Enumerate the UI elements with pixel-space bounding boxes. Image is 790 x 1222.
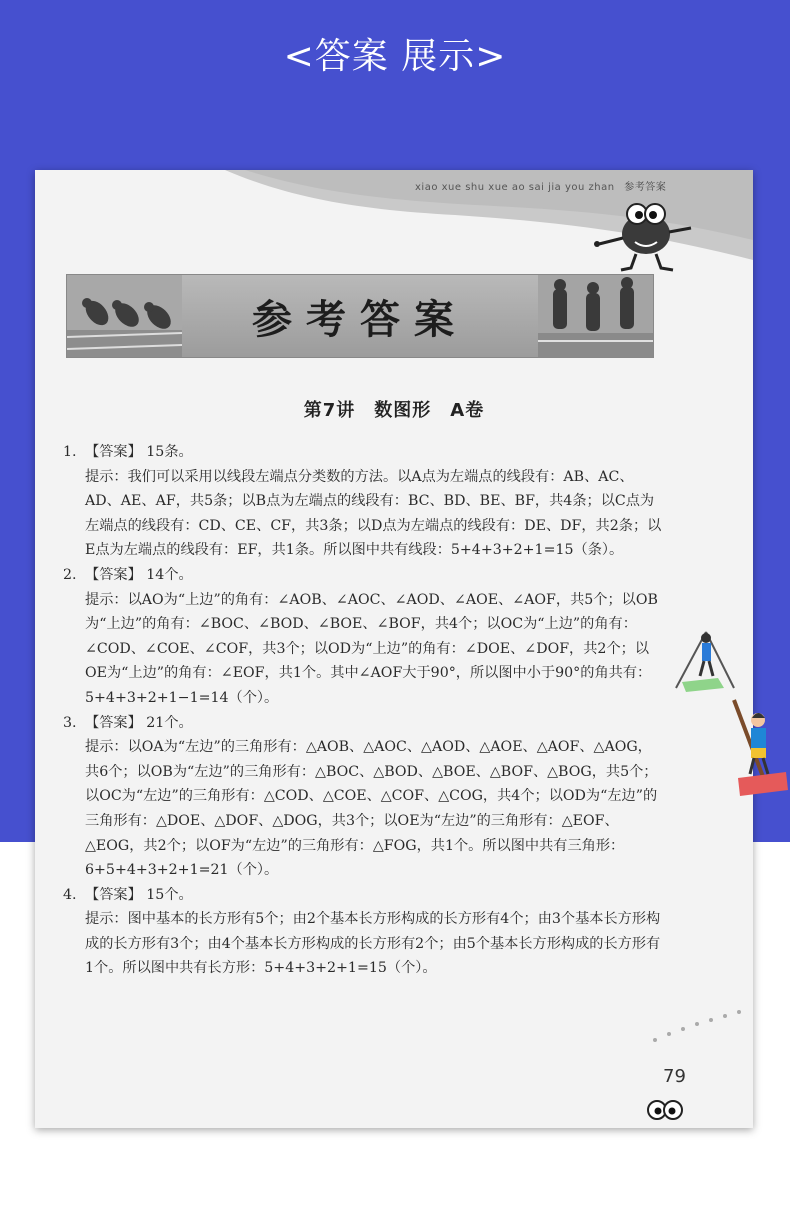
pinyin-text: xiao xue shu xue ao sai jia you zhan	[415, 182, 615, 193]
answer-text: 【答案】 15个。	[85, 886, 193, 903]
page-number: 79	[663, 1066, 686, 1087]
sprinters-photo-right	[538, 275, 653, 357]
answers-content	[63, 440, 663, 981]
header-title: <答案 展示>	[283, 36, 507, 77]
answer-number: 3.	[63, 714, 77, 731]
answer-1	[63, 440, 663, 465]
cartoon-mascot-icon	[591, 192, 701, 272]
sprinters-photo-left	[67, 275, 182, 357]
dotted-decoration-icon	[645, 1000, 745, 1060]
running-head	[415, 178, 666, 193]
hint-2: 提示：以AO为“上边”的角有：∠AOB、∠AOC、∠AOD、∠AOE、∠AOF，共5个；以OB为“上边”的角有：∠BOC、∠BOD、∠BOE、∠BOF，共4个；以OC为“上边”的角有：∠COD、∠COE、∠COF，共3个；以OD为“上边”的角有：∠DOE、∠DOF，共2个；以OE为“上边”的角有：∠EOF，共1个。其中∠AOF大于90°，所以图中小于90°的角共有：5+4+3+2+1−1=14（个）。	[85, 591, 658, 706]
answer-3	[63, 711, 663, 736]
answer-4	[63, 883, 663, 908]
answer-number: 2.	[63, 566, 77, 583]
cartoon-mascot-small-icon	[635, 1090, 695, 1128]
hint-4: 提示：图中基本的长方形有5个；由2个基本长方形构成的长方形有4个；由3个基本长方形构成的长方形有3个；由4个基本长方形构成的长方形有2个；由5个基本长方形构成的长方形有1个。所以图中共有长方形：5+4+3+2+1=15（个）。	[85, 911, 661, 977]
book-page	[35, 170, 753, 1128]
answer-text: 【答案】 21个。	[85, 714, 193, 731]
answer-number: 1.	[63, 444, 77, 460]
hint-3: 提示：以OA为“左边”的三角形有：△AOB、△AOC、△AOD、△AOE、△AOF、△AOG，共6个；以OB为“左边”的三角形有：△BOC、△BOD、△BOE、△BOF、△BOG，共5个；以OC为“左边”的三角形有：△COD、△COE、△COF、△COG，共4个；以OD为“左边”的三角形有：△DOE、△DOF、△DOG，共3个；以OE为“左边”的三角形有：△EOF、△EOG，共2个；以OF为“左边”的三角形有：△FOG，共1个。所以图中共有三角形：6+5+4+3+2+1=21（个）。	[85, 739, 658, 879]
answer-text: 【答案】 14个。	[85, 566, 193, 583]
hint-1: 提示：我们可以采用以线段左端点分类数的方法。以A点为左端点的线段有：AB、AC、AD、AE、AF，共5条；以B点为左端点的线段有：BC、BD、BE、BF，共4条；以C点为左端点的线段有：CD、CE、CF，共3条；以D点为左端点的线段有：DE、DF，共2条；以E点为左端点的线段有：EF，共1条。所以图中共有线段：5+4+3+2+1=15（条）。	[85, 468, 662, 559]
answer-number: 4.	[63, 886, 77, 903]
child-compass-illustration-icon	[668, 626, 748, 696]
answer-2	[63, 563, 663, 588]
child-ruler-illustration-icon	[728, 690, 790, 800]
section-title: 第7讲 数图形 A卷	[303, 400, 485, 421]
running-head-title: 参考答案	[624, 182, 667, 193]
answer-banner	[66, 274, 654, 358]
answer-text: 【答案】 15条。	[85, 444, 193, 460]
banner-title: 参考答案	[252, 296, 468, 343]
